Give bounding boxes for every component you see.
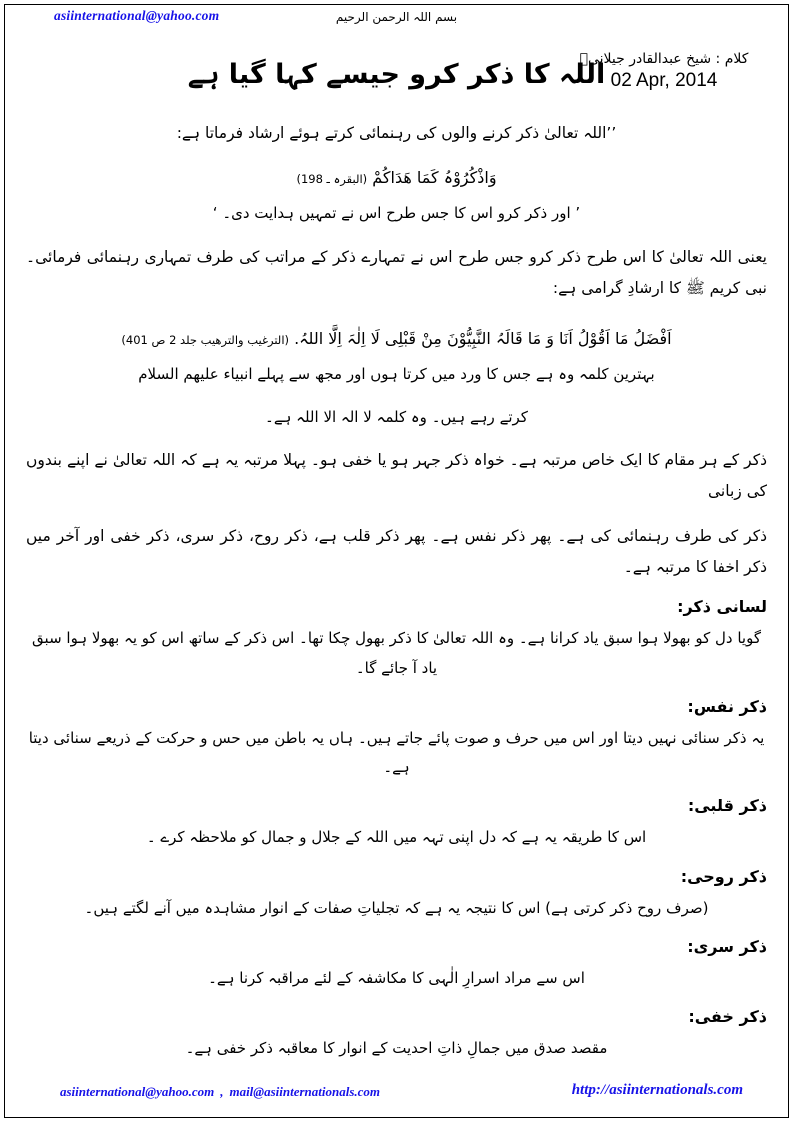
quran-verse-reference: (البقرہ ـ 198) — [296, 172, 368, 186]
section-heading-zikr-roohi: ذکر روحی: — [680, 866, 767, 886]
footer-website-link[interactable]: http://asiinternationals.com — [571, 1082, 743, 1098]
quran-verse — [26, 163, 767, 193]
byline-author: کلام : شیخ عبدالقادر جیلانیؒ — [579, 51, 749, 67]
byline-date: 02 Apr, 2014 — [610, 70, 718, 92]
stages-paragraph-line-2: ذکر کی طرف رہنمائی کی ہے۔ پھر ذکر نفس ہے۔ پھر ذکر قلب ہے، ذکر روح، ذکر سری، ذکر خفی اور آخر میں ذکر اخفا کا مرتبہ ہے۔ — [26, 527, 767, 577]
section-text-zikr-nafs: یہ ذکر سنائی نہیں دیتا اور اس میں حرف و صوت پائے جاتے ہیں۔ ہاں یہ باطن میں حس و حرکت کے ذریعے سنائی دیتا ہے۔ — [28, 728, 765, 777]
section-heading-zikr-khafi: ذکر خفی: — [688, 1007, 767, 1027]
intro-paragraph: ’’اللہ تعالیٰ ذکر کرنے والوں کی رہنمائی کرتے ہوئے ارشاد فرماتا ہے: — [176, 124, 617, 142]
section-text-zikr-qalbi: اس کا طریقہ یہ ہے کہ دل اپنی تہہ میں اللہ کے جلال و جمال کو ملاحظہ کرے ۔ — [146, 828, 647, 847]
hadith-translation-line-2: کرتے رہے ہیں۔ وہ کلمہ لا الہ الا اللہ ہے۔ — [265, 407, 528, 426]
section-text-zikr-roohi: (صرف روح ذکر کرتی ہے) اس کا نتیجہ یہ ہے کہ تجلیاتِ صفات کے انوار مشاہدہ میں آنے لگتے ہیں۔ — [84, 898, 709, 917]
header-email-link[interactable]: asiinternational@yahoo.com — [54, 8, 220, 23]
footer-email-primary[interactable]: asiinternational@yahoo.com — [60, 1084, 215, 1099]
hadith-arabic-text: اَفْضَلُ مَا اَقُوْلُ اَنَا وَ مَا قَالَہُ النَّبِیُّوْنَ مِنْ قَبْلِی لَا اِلٰہَ اِلَّا اللہُ. — [294, 328, 672, 348]
section-heading-zikr-nafs: ذکر نفس: — [687, 696, 767, 716]
quran-translation: ’ اور ذکر کرو اس کا جس طرح اس نے تمہیں ہدایت دی۔ ‘ — [212, 204, 581, 223]
document-body — [14, 118, 779, 1063]
explanation-paragraph: یعنی اللہ تعالیٰ کا اس طرح ذکر کرو جس طرح اس نے تمہارے ذکر کے مراتب کی طرف تمہاری رہنمائی فرمائی۔ نبی کریم ﷺ کا ارشادِ گرامی ہے: — [26, 247, 767, 297]
page-content — [14, 8, 779, 1110]
footer-email-secondary[interactable]: mail@asiinternationals.com — [229, 1084, 381, 1099]
section-text-zikr-khafi: مقصد صدق میں جمالِ ذاتِ احدیت کے انوار کا معاقبہ ذکر خفی ہے۔ — [185, 1039, 608, 1058]
page-title: اللہ کا ذکر کرو جیسے کہا گیا ہے — [187, 59, 606, 90]
section-heading-zikr-sirri: ذکر سری: — [687, 936, 767, 956]
bismillah-text: بسم اللہ الرحمن الرحیم — [335, 10, 458, 24]
stages-paragraph-line-1: ذکر کے ہر مقام کا ایک خاص مرتبہ ہے۔ خواہ ذکر جہر ہو یا خفی ہو۔ پہلا مرتبہ یہ ہے کہ اللہ تعالیٰ نے اپنے بندوں کی زبانی — [26, 451, 767, 501]
page-footer — [14, 1084, 779, 1106]
title-block — [14, 34, 779, 102]
section-heading-zikr-qalbi: ذکر قلبی: — [687, 796, 767, 816]
footer-contact — [60, 1084, 380, 1100]
footer-separator: , — [220, 1084, 224, 1099]
section-heading-lisani-zikr: لسانی ذکر: — [677, 597, 767, 617]
quran-verse-text: وَاذْکُرُوْہُ کَمَا ھَدَاکُمْ — [372, 168, 497, 187]
hadith-reference: (الترغیب والترھیب جلد 2 ص 401) — [121, 332, 289, 347]
section-text-zikr-sirri: اس سے مراد اسرارِ الٰہی کا مکاشفہ کے لئے مراقبہ کرنا ہے۔ — [208, 968, 585, 987]
hadith-translation-line-1: بہترین کلمہ وہ ہے جس کا ورد میں کرتا ہوں اور مجھ سے پہلے انبیاء علیھم السلام — [138, 365, 655, 384]
section-text-lisani-zikr: گویا دل کو بھولا ہوا سبق یاد کرانا ہے۔ وہ اللہ تعالیٰ کا ذکر بھول چکا تھا۔ اس ذکر کے ساتھ اس کو یہ بھولا ہوا سبق یاد آ جائے گا۔ — [32, 629, 761, 677]
hadith-text — [26, 324, 767, 354]
header-row — [14, 8, 779, 34]
byline — [559, 50, 769, 93]
